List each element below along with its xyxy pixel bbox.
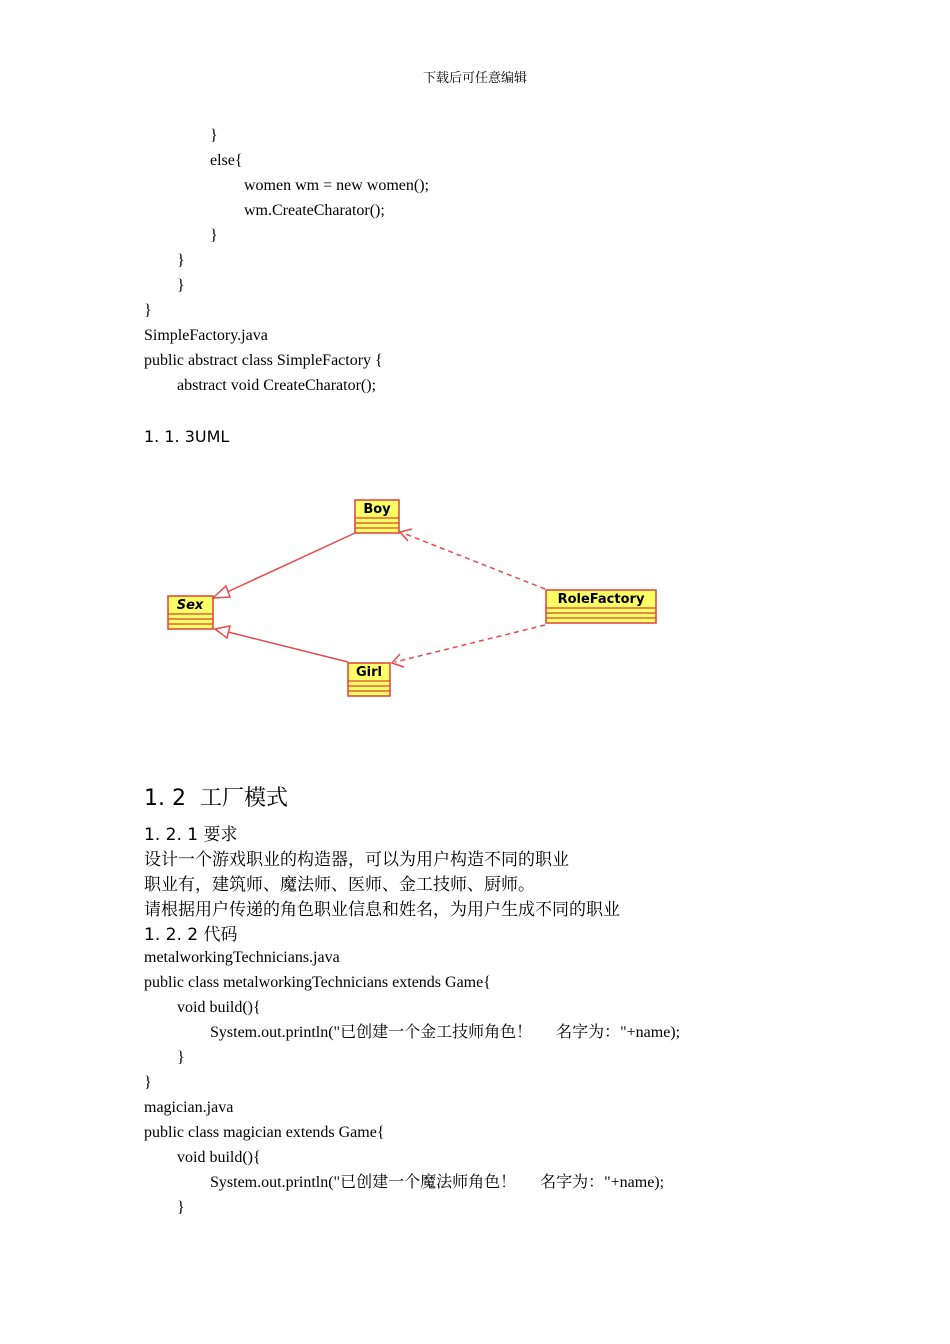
code-line: } [210,127,218,144]
code-line: } [177,1199,185,1216]
uml-diagram [160,490,670,710]
uml-class-sex-label: Sex [176,598,204,613]
code-line: public abstract class SimpleFactory { [144,352,383,369]
code-line: void build(){ [177,999,261,1016]
requirement-line: 请根据用户传递的角色职业信息和姓名，为用户生成不同的职业 [144,900,620,919]
section-heading-uml: 1. 1. 3UML [144,427,230,446]
edge-girl-to-sex [215,626,348,662]
code-line: void build(){ [177,1149,261,1166]
page-header: 下载后可任意编辑 [422,70,527,85]
code-line: public class metalworkingTechnicians extends Game{ [144,974,491,991]
uml-class-rolefactory-label: RoleFactory [557,592,645,607]
code-line: women wm = new women(); [244,177,429,194]
uml-class-sex [168,596,213,629]
code-line: abstract void CreateCharator(); [177,377,377,394]
code-line: else{ [210,152,243,169]
uml-class-rolefactory [546,590,656,623]
code-filename: metalworkingTechnicians.java [144,949,340,966]
code-line: wm.CreateCharator(); [244,202,385,219]
uml-class-girl-label: Girl [356,665,382,680]
code-line: } [144,1074,152,1091]
requirement-line: 职业有，建筑师、魔法师、医师、金工技师、厨师。 [144,875,535,894]
code-line: } [177,1049,185,1066]
requirement-line: 设计一个游戏职业的构造器，可以为用户构造不同的职业 [144,850,569,869]
uml-class-boy-label: Boy [363,502,391,517]
code-line: System.out.println("已创建一个魔法师角色！ 名字为："+name); [210,1174,665,1191]
code-line: } [177,277,185,294]
edge-rolefactory-to-boy [400,529,545,589]
subsection-heading-requirements: 1. 2. 1 要求 [144,825,238,845]
code-filename: magician.java [144,1099,234,1116]
edge-boy-to-sex [213,533,355,598]
code-line: } [144,302,152,319]
code-filename: SimpleFactory.java [144,327,268,344]
uml-class-boy [355,500,399,533]
code-line: public class magician extends Game{ [144,1124,385,1141]
uml-class-girl [348,663,390,696]
section-heading-factory: 1. 2 工厂模式 [144,786,288,811]
subsection-heading-code: 1. 2. 2 代码 [144,925,238,945]
code-line: } [210,227,218,244]
code-line: System.out.println("已创建一个金工技师角色！ 名字为："+name); [210,1024,681,1041]
edge-rolefactory-to-girl [392,625,545,667]
code-line: } [177,252,185,269]
